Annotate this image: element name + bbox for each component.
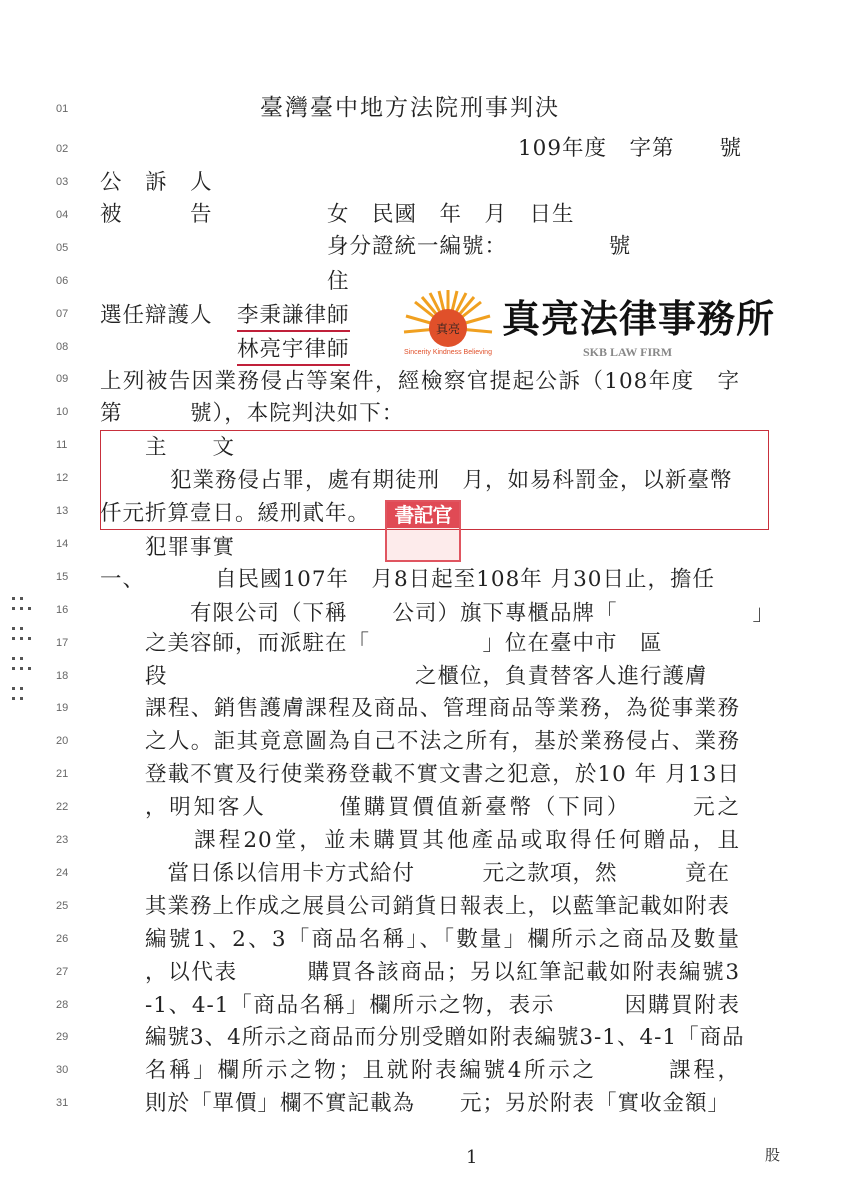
line-number: 19 [56,702,69,715]
facts-line: 自民國107年 月8日起至108年 月30日止，擔任 [215,567,715,592]
case-number: 109年度 字第 號 [518,136,743,161]
document-title: 臺灣臺中地方法院刑事判決 [260,95,560,121]
line-number: 03 [56,176,69,188]
facts-line: 之人。詎其竟意圖為自己不法之所有，基於業務侵占、業務 [145,729,740,755]
clerk-stamp [385,500,461,562]
law-firm-logo-icon [400,288,496,358]
facts-line: 名稱」欄所示之物；且就附表編號4所示之 課程， [145,1058,740,1084]
line-number: 09 [56,373,69,386]
main-text-heading: 主 文 [145,435,236,460]
item-marker: 一、 [100,567,146,592]
defender-name: 林亮宇律師 [237,337,350,366]
line-number: 23 [56,834,69,846]
line-number: 30 [56,1064,69,1077]
defendant-label: 被 告 [100,202,213,227]
facts-line: 之美容師，而派駐在「 」位在臺中市 區 [145,630,663,656]
line-number: 25 [56,899,69,912]
line-number: 16 [56,603,69,616]
main-text-line: 犯業務侵占罪，處有期徒刑 月，如易科罰金，以新臺幣 [170,468,733,493]
law-firm-name-en: SKB LAW FIRM [583,345,673,359]
facts-line: 則於「單價」欄不實記載為 元；另於附表「實收金額」 [145,1091,731,1117]
logo-seal-text: 真亮 [435,322,461,336]
logo-motto: Sincerity Kindness Believing [404,349,492,356]
line-number: 12 [56,472,69,485]
line-number: 26 [56,932,69,945]
line-number: 22 [56,801,69,814]
binding-marks-icon [10,595,40,705]
intro-line: 上列被告因業務侵占等案件，經檢察官提起公訴（108年度 字 [100,369,740,394]
line-number: 10 [56,406,69,419]
line-number: 15 [56,570,69,583]
line-number: 11 [56,439,68,452]
defender-name: 李秉謙律師 [237,303,350,332]
line-number: 24 [56,866,69,879]
defendant-birth: 女 民國 年 月 日生 [327,202,575,227]
facts-line: 有限公司（下稱 公司）旗下專櫃品牌「 」 [190,601,776,626]
line-number: 20 [56,735,69,748]
line-number: 18 [56,669,69,682]
line-number: 27 [56,965,69,978]
facts-line: 課程、銷售護膚課程及商品、管理商品等業務，為從事業務 [145,696,740,722]
line-number: 07 [56,307,69,320]
line-number: 31 [56,1097,69,1110]
facts-line: ，明知客人 僅購買價值新臺幣（下同） 元之 [145,795,740,821]
page-number: 1 [466,1147,479,1168]
line-number: 28 [56,998,69,1011]
line-number: 04 [56,208,69,221]
facts-line: 當日係以信用卡方式給付 元之款項，然 竟在 [145,860,731,886]
line-number: 01 [56,103,69,115]
facts-line: 登載不實及行使業務登載不實文書之犯意，於10 年 月13日 [145,762,740,788]
line-number: 08 [56,340,69,353]
facts-line: 編號3、4所示之商品而分別受贈如附表編號3-1、4-1「商品 [145,1025,745,1051]
prosecutor-label: 公 訴 人 [100,170,213,195]
facts-line: ，以代表 購買各該商品；另以紅筆記載如附表編號3 [145,959,740,985]
line-number: 21 [56,768,69,781]
defendant-id: 身分證統一編號： 號 [327,234,632,259]
main-text-line: 仟元折算壹日。緩刑貳年。 [100,501,371,526]
facts-heading: 犯罪事實 [145,535,236,560]
defendant-address: 住 [327,269,350,294]
facts-line: 其業務上作成之展員公司銷貨日報表上，以藍筆記載如附表 [145,893,731,919]
line-number: 13 [56,505,69,517]
line-number: 05 [56,241,69,254]
line-number: 06 [56,274,69,287]
facts-line: -1、4-1「商品名稱」欄所示之物，表示 因購買附表 [145,992,740,1018]
line-number: 14 [56,537,69,550]
facts-line: 課程20堂，並未購買其他產品或取得任何贈品，且 [145,828,740,853]
stamp-text: 書記官 [387,502,459,528]
division-label: 股 [765,1146,782,1164]
line-number: 17 [56,636,69,649]
facts-line: 段 之櫃位，負責替客人進行護膚 [145,663,708,689]
facts-line: 編號1、2、3「商品名稱」、「數量」欄所示之商品及數量 [145,926,740,952]
defender-label: 選任辯護人 [100,303,213,328]
line-number: 02 [56,143,69,155]
intro-line: 第 號），本院判決如下： [100,401,405,426]
line-number: 29 [56,1031,69,1044]
law-firm-name: 真亮法律事務所 [502,296,776,341]
